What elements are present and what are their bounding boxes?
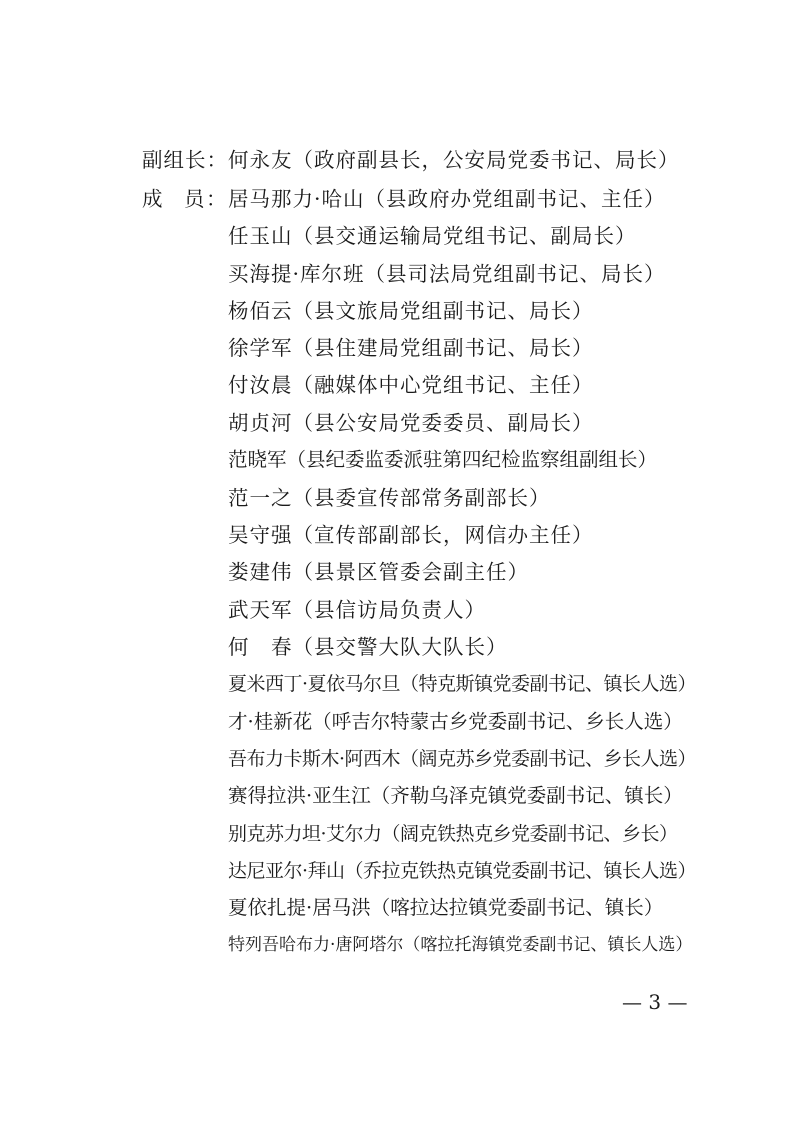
member-entry: 才·桂新花（呼吉尔特蒙古乡党委副书记、乡长人选） [228, 710, 683, 733]
member-entry: 吴守强（宣传部副部长，网信办主任） [228, 523, 594, 547]
member-entry: 赛得拉洪·亚生江（齐勒乌泽克镇党委副书记、镇长） [228, 784, 683, 807]
member-entry: 买海提·库尔班（县司法局党组副书记、局长） [228, 262, 666, 286]
member-entry: 武天军（县信访局负责人） [228, 598, 486, 622]
member-entry: 别克苏力坦·艾尔力（阔克铁热克乡党委副书记、乡长） [228, 823, 678, 845]
member-entry: 何 春（县交警大队大队长） [228, 635, 508, 659]
member-entry: 付汝晨（融媒体中心党组书记、主任） [228, 373, 594, 397]
vice-leader-entry: 何永友（政府副县长，公安局党委书记、局长） [228, 148, 680, 172]
member-entry: 达尼亚尔·拜山（乔拉克铁热克镇党委副书记、镇长人选） [228, 860, 697, 882]
vice-leader-label: 副组长： [142, 148, 228, 172]
member-entry: 娄建伟（县景区管委会副主任） [228, 560, 529, 584]
members-label-colon: ： [206, 187, 227, 211]
member-entry: 居马那力·哈山（县政府办党组副书记、主任） [228, 187, 666, 211]
member-entry: 吾布力卡斯木·阿西木（阔克苏乡党委副书记、乡长人选） [228, 748, 697, 770]
member-entry: 夏依扎提·居马洪（喀拉达拉镇党委副书记、镇长） [228, 896, 664, 919]
member-entry: 范晓军（县纪委监委派驻第四纪检监察组副组长） [228, 448, 658, 471]
vice-leader-line [142, 146, 680, 174]
member-entry: 任玉山（县交通运输局党组书记、副局长） [228, 224, 637, 248]
member-entry: 夏米西丁·夏依马尔旦（特克斯镇党委副书记、镇长人选） [228, 673, 697, 695]
members-label-char1: 成 [142, 187, 163, 211]
members-label-char2: 员 [184, 187, 205, 211]
member-entry: 胡贞河（县公安局党委委员、副局长） [228, 411, 594, 435]
member-entry: 杨佰云（县文旅局党组副书记、局长） [228, 299, 594, 323]
page-number: — 3 — [622, 990, 688, 1014]
member-entry: 特列吾哈布力·唐阿塔尔（喀拉托海镇党委副书记、镇长人选） [228, 935, 693, 955]
members-line [142, 185, 228, 213]
member-entry: 徐学军（县住建局党组副书记、局长） [228, 336, 594, 360]
member-entry: 范一之（县委宣传部常务副部长） [228, 486, 551, 510]
